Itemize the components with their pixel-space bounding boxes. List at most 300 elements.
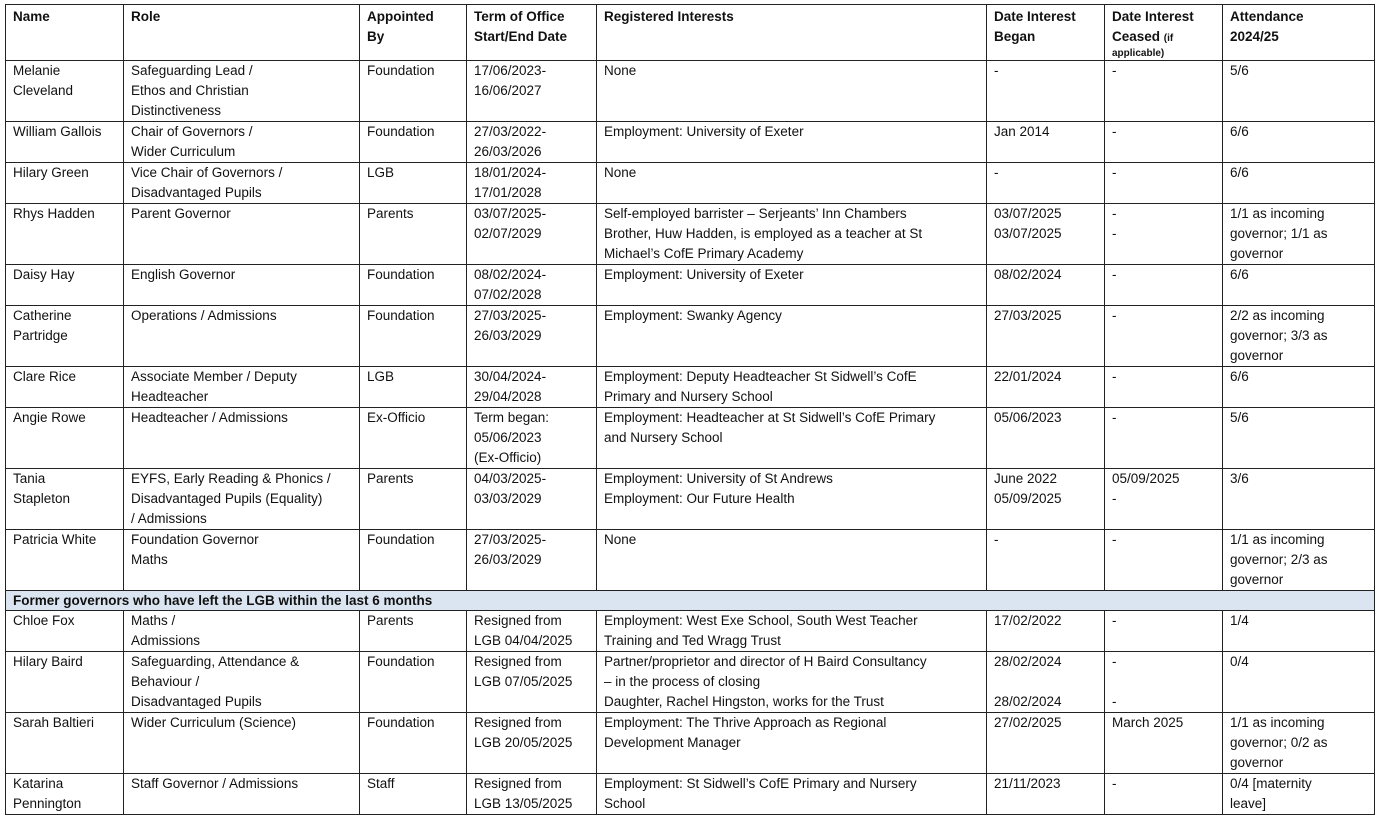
cell-attendance [1223,265,1375,306]
cell-interest-began [987,530,1105,591]
cell-interest-ceased-line [1112,672,1215,692]
cell-attendance-line: governor [1230,348,1284,363]
cell-term-line: LGB 04/04/2025 [474,633,573,648]
cell-interest-began-line: 28/02/2024 [994,654,1062,669]
cell-term-line: Resigned from [474,613,562,628]
cell-interest-began-line: Jan 2014 [994,124,1050,139]
cell-interests-line: None [604,532,637,547]
cell-term [467,306,597,367]
cell-name-line: Clare Rice [13,369,77,384]
cell-attendance-line: 1/1 as incoming [1230,206,1325,221]
cell-term-line: Resigned from [474,654,562,669]
cell-interest-ceased [1105,530,1223,591]
cell-interest-began-line: 17/02/2022 [994,613,1062,628]
cell-interest-ceased-line: March 2025 [1112,715,1184,730]
cell-appointed-by [360,204,467,265]
cell-interest-ceased [1105,61,1223,122]
cell-attendance-line: 1/1 as incoming [1230,532,1325,547]
cell-role-line: Safeguarding Lead / [131,63,253,78]
cell-appointed-by [360,408,467,469]
table-row [6,408,1375,469]
cell-appointed-by-line: Parents [367,206,414,221]
cell-appointed-by [360,367,467,408]
cell-name-line: Melanie [13,63,61,78]
cell-appointed-by-line: LGB [367,369,395,384]
table-row [6,611,1375,652]
cell-interests [597,204,987,265]
cell-interest-began [987,306,1105,367]
cell-term [467,204,597,265]
cell-attendance [1223,713,1375,774]
cell-attendance-line: 6/6 [1230,165,1249,180]
cell-role [124,530,360,591]
cell-attendance-line: governor; 0/2 as [1230,735,1328,750]
cell-interest-ceased-line: - [1112,369,1117,384]
cell-term-line: LGB 13/05/2025 [474,796,573,811]
cell-attendance-line: governor; 2/3 as [1230,552,1328,567]
cell-interest-ceased [1105,408,1223,469]
cell-interest-ceased-line: - [1112,776,1117,791]
table-row [6,774,1375,815]
header-row [6,5,1375,61]
table-row [6,122,1375,163]
cell-interest-began-line: 03/07/2025 [994,226,1062,241]
cell-interest-ceased-line: - [1112,491,1117,506]
header-interest-ceased: Date Interest Ceased (if applicable) [1105,5,1223,61]
cell-role-line: Wider Curriculum [131,144,236,159]
cell-interests-line: Employment: St Sidwell’s CofE Primary and Nursery [604,776,917,791]
cell-name [6,306,124,367]
table-row [6,306,1375,367]
cell-attendance-line: 3/6 [1230,471,1249,486]
cell-interest-ceased-line: - [1112,654,1117,669]
cell-appointed-by-line: Foundation [367,308,435,323]
cell-interest-began-line: 05/06/2023 [994,410,1062,425]
cell-interest-ceased-line: - [1112,124,1117,139]
cell-attendance-line: 6/6 [1230,267,1249,282]
cell-attendance [1223,61,1375,122]
cell-interest-ceased [1105,713,1223,774]
cell-interest-began [987,61,1105,122]
cell-attendance-line: 6/6 [1230,124,1249,139]
cell-role-line: Foundation Governor [131,532,259,547]
cell-interest-ceased [1105,204,1223,265]
cell-attendance [1223,306,1375,367]
cell-interest-ceased [1105,469,1223,530]
cell-attendance-line: 6/6 [1230,369,1249,384]
cell-name [6,530,124,591]
cell-attendance [1223,652,1375,713]
cell-attendance [1223,530,1375,591]
cell-interests [597,122,987,163]
cell-term [467,713,597,774]
cell-interests-line: None [604,63,637,78]
cell-interests-line: and Nursery School [604,430,723,445]
cell-role [124,611,360,652]
cell-role-line: Maths / [131,613,176,628]
cell-interest-ceased-line: - [1112,165,1117,180]
section-divider [6,591,1375,611]
table-row [6,713,1375,774]
cell-interest-ceased [1105,265,1223,306]
cell-term-line: 16/06/2027 [474,83,542,98]
cell-name-line: Partridge [13,328,68,343]
cell-interest-ceased [1105,611,1223,652]
cell-interest-ceased [1105,122,1223,163]
cell-interest-began [987,469,1105,530]
cell-interest-ceased-line: - [1112,410,1117,425]
cell-appointed-by-line: Foundation [367,124,435,139]
cell-role-line: EYFS, Early Reading & Phonics / [131,471,331,486]
cell-attendance-line: governor; 1/1 as [1230,226,1328,241]
header-name: Name [6,5,124,61]
cell-interest-ceased-line: - [1112,226,1117,241]
cell-appointed-by [360,652,467,713]
cell-role-line: Ethos and Christian [131,83,249,98]
cell-role [124,306,360,367]
cell-interests [597,163,987,204]
cell-role-line: Maths [131,552,168,567]
cell-term-line: 18/01/2024- [474,165,547,180]
cell-name-line: Patricia White [13,532,97,547]
cell-interest-began [987,713,1105,774]
section-row [6,591,1375,611]
cell-appointed-by [360,122,467,163]
cell-term [467,774,597,815]
governors-table [5,4,1375,815]
cell-term-line: 02/07/2029 [474,226,542,241]
cell-name-line: Tania [13,471,46,486]
cell-role-line: Staff Governor / Admissions [131,776,299,791]
cell-attendance-line: 1/4 [1230,613,1249,628]
cell-name [6,713,124,774]
cell-term-line: 04/03/2025- [474,471,547,486]
cell-interest-began-line: 27/02/2025 [994,715,1062,730]
cell-attendance-line: governor [1230,755,1284,770]
cell-attendance [1223,774,1375,815]
cell-term [467,611,597,652]
cell-interest-began-line: 21/11/2023 [994,776,1061,791]
cell-attendance-line: 5/6 [1230,63,1249,78]
cell-interests-line: Employment: Our Future Health [604,491,795,506]
cell-interest-began [987,774,1105,815]
cell-attendance-line: 0/4 [1230,654,1249,669]
cell-interest-began [987,408,1105,469]
header-interests: Registered Interests [597,5,987,61]
cell-interests [597,611,987,652]
cell-interest-ceased-line: - [1112,267,1117,282]
cell-term-line: Resigned from [474,715,562,730]
cell-term-line: 07/02/2028 [474,287,542,302]
cell-interest-began [987,122,1105,163]
cell-attendance [1223,122,1375,163]
cell-interests-line: Employment: Headteacher at St Sidwell’s CofE Primary [604,410,936,425]
cell-term-line: 30/04/2024- [474,369,547,384]
cell-name-line: Cleveland [13,83,74,98]
cell-role-line: Disadvantaged Pupils (Equality) [131,491,323,506]
cell-interests [597,367,987,408]
cell-term-line: 05/06/2023 [474,430,542,445]
cell-name [6,652,124,713]
cell-appointed-by [360,469,467,530]
cell-term-line: 26/03/2026 [474,144,542,159]
cell-name-line: Katarina [13,776,64,791]
cell-role [124,367,360,408]
cell-interest-began-line: 28/02/2024 [994,694,1062,709]
table-row [6,469,1375,530]
cell-role [124,265,360,306]
cell-attendance-line: 1/1 as incoming [1230,715,1325,730]
cell-role-line: Associate Member / Deputy [131,369,297,384]
cell-interest-ceased-line: - [1112,206,1117,221]
cell-name-line: Hilary Baird [13,654,83,669]
cell-attendance-line: 2/2 as incoming [1230,308,1325,323]
cell-attendance [1223,204,1375,265]
cell-interests [597,652,987,713]
cell-term-line: (Ex-Officio) [474,450,542,465]
cell-term-line: 17/01/2028 [474,185,542,200]
cell-interest-began-line [994,672,1097,692]
cell-name-line: William Gallois [13,124,102,139]
cell-appointed-by-line: Foundation [367,532,435,547]
cell-interest-ceased [1105,163,1223,204]
cell-attendance [1223,367,1375,408]
cell-term-line: LGB 20/05/2025 [474,735,573,750]
cell-term-line: Resigned from [474,776,562,791]
cell-term [467,367,597,408]
cell-role-line: Disadvantaged Pupils [131,185,262,200]
cell-interests [597,713,987,774]
cell-role-line: Chair of Governors / [131,124,253,139]
cell-interests-line: Partner/proprietor and director of H Baird Consultancy [604,654,927,669]
cell-interest-began-line: - [994,532,999,547]
cell-role-line: Safeguarding, Attendance & [131,654,300,669]
cell-interests-line: Primary and Nursery School [604,389,773,404]
cell-role [124,61,360,122]
cell-appointed-by [360,611,467,652]
cell-interests-line: Employment: West Exe School, South West Teacher [604,613,918,628]
cell-name-line: Angie Rowe [13,410,86,425]
cell-interests-line: Employment: Deputy Headteacher St Sidwell’s CofE [604,369,917,384]
cell-appointed-by-line: Parents [367,471,414,486]
cell-role-line: Headteacher [131,389,209,404]
cell-appointed-by [360,163,467,204]
cell-term-line: Term began: [474,410,550,425]
cell-interests-line: Development Manager [604,735,741,750]
cell-interests-line: Michael’s CofE Primary Academy [604,246,804,261]
cell-name-line: Pennington [13,796,82,811]
cell-interests [597,265,987,306]
cell-term-line: 08/02/2024- [474,267,547,282]
cell-interests [597,530,987,591]
cell-interests-line: Daughter, Rachel Hingston, works for the Trust [604,694,884,709]
cell-role-line: Parent Governor [131,206,231,221]
cell-interests-line: Training and Ted Wragg Trust [604,633,781,648]
header-appointed-by: Appointed By [360,5,467,61]
cell-name [6,408,124,469]
cell-role-line: English Governor [131,267,236,282]
cell-role [124,713,360,774]
cell-appointed-by [360,306,467,367]
cell-name-line: Chloe Fox [13,613,75,628]
cell-term-line: 03/07/2025- [474,206,547,221]
cell-interests [597,774,987,815]
cell-interests-line: – in the process of closing [604,674,761,689]
cell-name [6,469,124,530]
cell-interests-line: Brother, Huw Hadden, is employed as a teacher at St [604,226,923,241]
cell-term [467,61,597,122]
cell-attendance-line: 5/6 [1230,410,1249,425]
cell-appointed-by-line: Foundation [367,63,435,78]
table-row [6,163,1375,204]
table-row [6,61,1375,122]
cell-role-line: Headteacher / Admissions [131,410,288,425]
cell-name [6,611,124,652]
cell-term-line: 17/06/2023- [474,63,547,78]
cell-appointed-by [360,265,467,306]
cell-attendance-line: governor [1230,572,1284,587]
section-title: Former governors who have left the LGB within the last 6 months [6,591,1375,611]
cell-interests [597,61,987,122]
current-governors [6,61,1375,591]
cell-term-line: 29/04/2028 [474,389,542,404]
cell-appointed-by-line: LGB [367,165,395,180]
cell-interest-ceased [1105,774,1223,815]
cell-interest-began-line: 27/03/2025 [994,308,1062,323]
cell-attendance [1223,408,1375,469]
cell-interest-ceased-line: - [1112,694,1117,709]
cell-name-line: Daisy Hay [13,267,75,282]
cell-interests-line: Employment: University of Exeter [604,124,804,139]
cell-term-line: 27/03/2025- [474,308,547,323]
cell-term [467,408,597,469]
cell-interests-line: Employment: Swanky Agency [604,308,782,323]
cell-interest-ceased-line: 05/09/2025 [1112,471,1180,486]
cell-appointed-by-line: Ex-Officio [367,410,426,425]
cell-interest-began-line: June 2022 [994,471,1058,486]
cell-term [467,652,597,713]
header-role: Role [124,5,360,61]
cell-name [6,61,124,122]
cell-appointed-by [360,61,467,122]
cell-interest-ceased-line: - [1112,613,1117,628]
cell-name [6,774,124,815]
former-governors [6,611,1375,815]
cell-term-line: 27/03/2025- [474,532,547,547]
cell-appointed-by [360,774,467,815]
cell-term [467,530,597,591]
cell-appointed-by-line: Foundation [367,267,435,282]
cell-interest-began [987,163,1105,204]
cell-role-line: Vice Chair of Governors / [131,165,283,180]
cell-role-line: Operations / Admissions [131,308,277,323]
cell-attendance-line: leave] [1230,796,1267,811]
cell-name-line: Catherine [13,308,72,323]
cell-interest-ceased [1105,306,1223,367]
cell-interest-ceased-line: - [1112,63,1117,78]
cell-interest-began [987,204,1105,265]
cell-role-line: Distinctiveness [131,103,222,118]
cell-role [124,408,360,469]
cell-interest-began [987,652,1105,713]
cell-name-line: Hilary Green [13,165,89,180]
header-term: Term of Office Start/End Date [467,5,597,61]
cell-name-line: Rhys Hadden [13,206,95,221]
cell-attendance [1223,611,1375,652]
cell-interest-ceased [1105,367,1223,408]
cell-term [467,469,597,530]
cell-role-line: Disadvantaged Pupils [131,694,262,709]
cell-appointed-by-line: Foundation [367,654,435,669]
cell-name [6,265,124,306]
cell-term-line: 03/03/2029 [474,491,542,506]
cell-interests [597,306,987,367]
cell-role [124,652,360,713]
cell-interest-began [987,611,1105,652]
cell-term-line: 26/03/2029 [474,328,542,343]
cell-term-line: 26/03/2029 [474,552,542,567]
cell-role [124,774,360,815]
cell-appointed-by-line: Foundation [367,715,435,730]
cell-interest-ceased [1105,652,1223,713]
cell-interest-began-line: 03/07/2025 [994,206,1062,221]
cell-name [6,163,124,204]
cell-interest-began-line: 05/09/2025 [994,491,1062,506]
header-interest-began: Date Interest Began [987,5,1105,61]
table-row [6,530,1375,591]
cell-role-line: Wider Curriculum (Science) [131,715,297,730]
cell-attendance-line: governor [1230,246,1284,261]
cell-appointed-by-line: Parents [367,613,414,628]
cell-appointed-by [360,530,467,591]
cell-attendance [1223,469,1375,530]
cell-interest-began-line: 08/02/2024 [994,267,1062,282]
cell-role-line: Behaviour / [131,674,200,689]
cell-name [6,367,124,408]
cell-role [124,122,360,163]
cell-interest-began-line: - [994,165,999,180]
cell-role-line: / Admissions [131,511,207,526]
cell-term [467,265,597,306]
cell-interests [597,469,987,530]
cell-term [467,163,597,204]
table-row [6,367,1375,408]
cell-term-line: 27/03/2022- [474,124,547,139]
table-row [6,265,1375,306]
cell-interest-ceased-line: - [1112,532,1117,547]
cell-term-line: LGB 07/05/2025 [474,674,573,689]
cell-name [6,204,124,265]
table-row [6,204,1375,265]
cell-interest-began-line: 22/01/2024 [994,369,1062,384]
cell-interests-line: None [604,165,637,180]
cell-name-line: Sarah Baltieri [13,715,95,730]
cell-role-line: Admissions [131,633,201,648]
cell-role [124,469,360,530]
header-attendance: Attendance 2024/25 [1223,5,1375,61]
cell-interests-line: Self-employed barrister – Serjeants’ Inn Chambers [604,206,907,221]
cell-attendance-line: 0/4 [maternity [1230,776,1312,791]
cell-interests [597,408,987,469]
cell-interest-ceased-line: - [1112,308,1117,323]
cell-interest-began [987,265,1105,306]
cell-interests-line: Employment: University of St Andrews [604,471,833,486]
cell-interests-line: Employment: University of Exeter [604,267,804,282]
cell-appointed-by [360,713,467,774]
cell-term [467,122,597,163]
cell-interest-began-line: - [994,63,999,78]
cell-attendance-line: governor; 3/3 as [1230,328,1328,343]
